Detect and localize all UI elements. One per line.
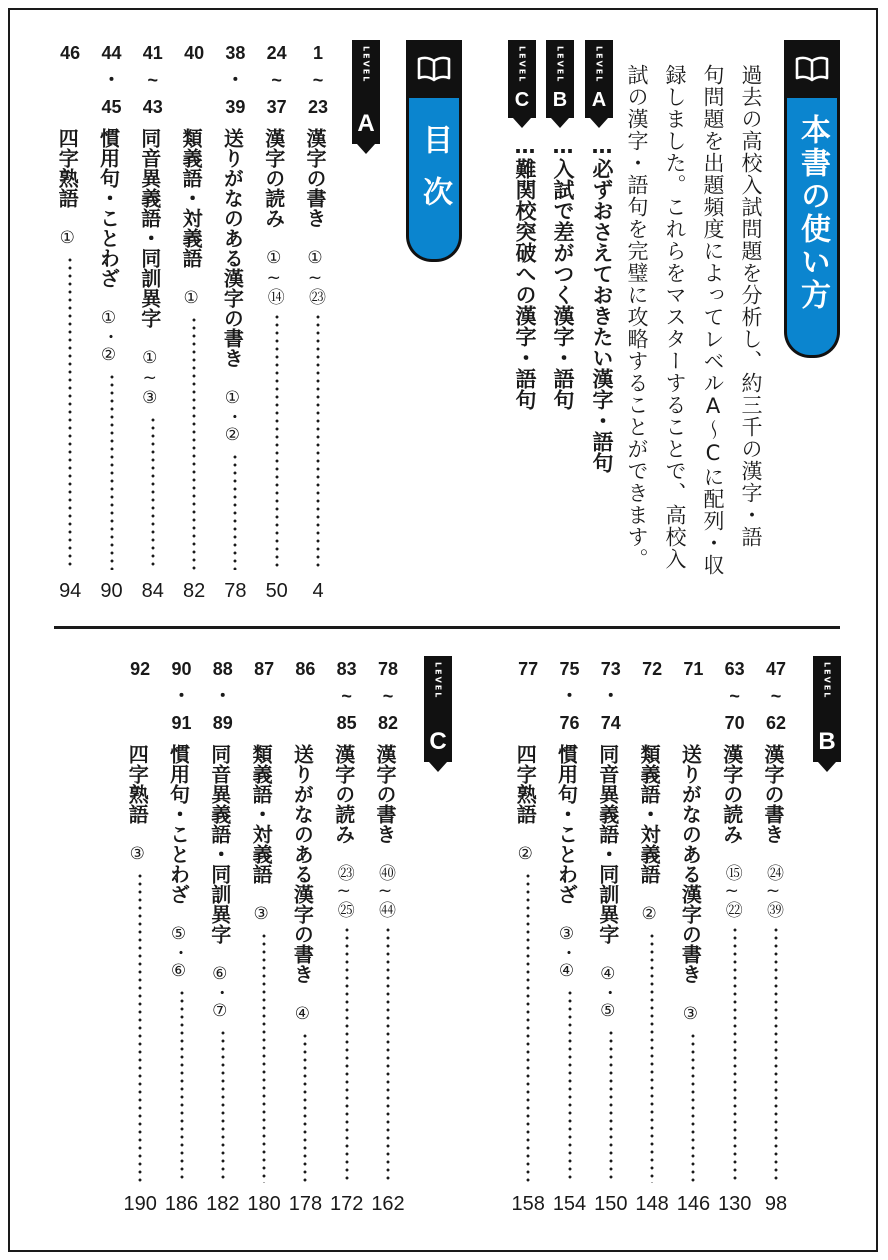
entry-title — [261, 128, 286, 305]
legend-level-c-badge: LEVEL C — [508, 40, 536, 118]
entry-title-text: 類義語・対義語 — [249, 744, 274, 884]
leader-dots — [691, 1032, 695, 1183]
range-end: 45 — [101, 97, 122, 117]
toc-entry[interactable] — [300, 40, 336, 606]
legend-level-a-badge: LEVEL A — [585, 40, 613, 118]
entry-title-text: 慣用句・ことわざ — [166, 744, 191, 904]
range-separator: ~ — [770, 686, 782, 706]
question-range — [122, 656, 158, 683]
question-range — [758, 656, 794, 737]
entry-title-text: 同音異義語・同訓異字 — [595, 744, 620, 944]
range-start: 86 — [295, 659, 316, 679]
page-number: 82 — [182, 580, 206, 602]
page-number: 4 — [312, 580, 324, 602]
entry-title — [125, 744, 150, 864]
entry-title — [678, 744, 703, 1024]
range-separator: ・ — [226, 70, 245, 90]
entry-title — [96, 128, 121, 365]
page-number: 172 — [330, 1193, 364, 1215]
range-start: 88 — [212, 659, 233, 679]
entry-title-text: 類義語・対義語 — [179, 128, 204, 268]
toc-entry[interactable] — [135, 40, 171, 606]
toc-entry[interactable] — [593, 656, 629, 1219]
entry-title — [637, 744, 662, 924]
leader-dots — [233, 453, 237, 570]
entry-title — [179, 128, 204, 308]
leader-dots — [526, 872, 530, 1183]
leader-dots — [345, 926, 349, 1183]
leader-dots — [650, 932, 654, 1183]
entry-title — [166, 744, 191, 981]
range-end: 76 — [559, 713, 580, 733]
open-book-icon — [787, 40, 837, 98]
question-range — [370, 656, 406, 737]
legend-level-b-badge: LEVEL B — [546, 40, 574, 118]
toc-entry[interactable] — [717, 656, 753, 1219]
toc-entry[interactable] — [370, 656, 406, 1219]
entry-title — [220, 128, 245, 445]
leader-dots — [774, 926, 778, 1183]
entry-title-text: 送りがなのある漢字の書き — [290, 744, 315, 984]
entry-number-range: ④・⑤ — [597, 964, 618, 1021]
range-separator: ・ — [172, 686, 191, 706]
entry-title-text: 漢字の読み — [719, 744, 744, 844]
range-start: 38 — [225, 43, 246, 63]
entry-title — [305, 128, 325, 305]
question-range — [176, 40, 212, 67]
range-start: 44 — [101, 43, 122, 63]
leader-dots — [733, 926, 737, 1183]
question-range — [135, 40, 171, 121]
entry-title — [719, 744, 744, 918]
range-end: 43 — [142, 97, 163, 117]
question-range — [246, 656, 282, 683]
entry-title-text: 慣用句・ことわざ — [554, 744, 579, 904]
entry-number-range: ⑤・⑥ — [168, 924, 189, 981]
page-number: 186 — [164, 1193, 199, 1215]
entry-number-range: ㉔~㊴ — [763, 864, 783, 918]
usage-paragraph-line-3: 録しました。これらをマスターすることで、高校入 — [663, 64, 687, 570]
toc-level-c-badge: LEVEL C — [424, 656, 452, 762]
range-separator: ~ — [729, 686, 740, 706]
question-range — [217, 40, 253, 121]
entry-title — [554, 744, 579, 981]
leader-dots — [568, 989, 572, 1183]
usage-paragraph-line-4: 試の漢字・語句を完璧に攻略することができます。 — [625, 64, 649, 570]
leader-dots — [110, 373, 114, 570]
range-start: 78 — [377, 659, 399, 679]
entry-title — [55, 128, 80, 248]
toc-entry[interactable] — [122, 656, 158, 1219]
entry-number-range: ④ — [292, 1004, 313, 1024]
range-start: 90 — [171, 659, 192, 679]
leader-dots — [151, 416, 155, 570]
toc-heading: 目次 — [417, 124, 452, 228]
page-number: 162 — [371, 1193, 405, 1215]
question-range — [552, 656, 588, 737]
entry-title — [513, 744, 538, 864]
entry-title-text: 四字熟語 — [55, 128, 80, 208]
page-number: 84 — [141, 580, 164, 602]
toc-entry[interactable] — [634, 656, 670, 1219]
entry-number-range: ①~③ — [139, 348, 160, 408]
question-range — [300, 40, 336, 121]
usage-paragraph-line-1: 過去の高校入試問題を分析し、約三千の漢字・語 — [739, 64, 763, 548]
range-end: 74 — [600, 713, 621, 733]
entry-title — [763, 744, 783, 918]
range-start: 63 — [724, 659, 745, 679]
question-range — [329, 656, 365, 737]
entry-title-text: 四字熟語 — [125, 744, 150, 824]
page-number: 190 — [123, 1193, 157, 1215]
leader-dots — [68, 256, 72, 570]
range-separator: ・ — [560, 686, 579, 706]
range-end: 23 — [307, 97, 329, 117]
range-start: 40 — [184, 43, 205, 63]
toc-entry[interactable] — [217, 40, 253, 606]
entry-title-text: 同音異義語・同訓異字 — [207, 744, 232, 944]
question-range — [510, 656, 546, 683]
section-divider — [54, 626, 840, 629]
question-range — [675, 656, 711, 683]
page-number: 150 — [594, 1193, 628, 1215]
page-number: 98 — [764, 1193, 788, 1215]
range-end: 37 — [266, 97, 287, 117]
range-separator: ~ — [147, 70, 159, 90]
range-end: 82 — [377, 713, 399, 733]
leader-dots — [609, 1029, 613, 1183]
range-separator: ~ — [312, 70, 324, 90]
entry-number-range: ⑮~㉒ — [721, 864, 742, 918]
question-range — [164, 656, 200, 737]
entry-title-text: 類義語・対義語 — [637, 744, 662, 884]
entry-title-text: 漢字の書き — [761, 744, 785, 844]
range-separator: ・ — [601, 686, 620, 706]
page-number: 146 — [676, 1193, 711, 1215]
toc-entry[interactable] — [176, 40, 212, 606]
range-separator: ・ — [102, 70, 121, 90]
range-end: 62 — [765, 713, 787, 733]
entry-title — [595, 744, 620, 1021]
range-start: 83 — [336, 659, 357, 679]
entry-number-range: ①・② — [98, 308, 119, 365]
leader-dots — [316, 313, 320, 570]
usage-paragraph-line-2: 句問題を出題頻度によってレベルA〜Cに配列・収 — [701, 64, 725, 576]
usage-heading: 本書の使い方 — [795, 114, 830, 312]
range-start: 87 — [254, 659, 275, 679]
question-range — [634, 656, 670, 683]
entry-title-text: 漢字の書き — [373, 744, 397, 844]
usage-heading-banner — [784, 40, 840, 358]
entry-number-range: ③ — [680, 1004, 701, 1024]
entry-title-text: 慣用句・ことわざ — [96, 128, 121, 288]
range-end: 85 — [336, 713, 357, 733]
entry-number-range: ①~㉓ — [305, 248, 325, 305]
page-number: 180 — [247, 1193, 281, 1215]
open-book-icon — [409, 40, 459, 98]
range-end: 91 — [171, 713, 192, 733]
entry-title — [249, 744, 274, 924]
range-start: 1 — [312, 43, 323, 63]
toc-entry[interactable] — [52, 40, 88, 606]
range-separator: ~ — [382, 686, 394, 706]
toc-level-a-badge: LEVEL A — [352, 40, 380, 144]
entry-title — [375, 744, 395, 918]
range-start: 73 — [600, 659, 621, 679]
entry-number-range: ③・④ — [556, 924, 577, 981]
question-range — [593, 656, 629, 737]
question-range — [259, 40, 295, 121]
entry-title-text: 同音異義語・同訓異字 — [137, 128, 162, 328]
leader-dots — [262, 932, 266, 1183]
leader-dots — [221, 1029, 225, 1183]
entry-title-text: 漢字の読み — [261, 128, 286, 228]
page-number: 148 — [635, 1193, 669, 1215]
toc-entry[interactable] — [758, 656, 794, 1219]
page-number: 94 — [59, 580, 82, 602]
toc-entry[interactable] — [675, 656, 711, 1219]
legend-level-b-text: …入試で差がつく漢字・語句 — [551, 134, 575, 410]
entry-number-range: ① — [181, 288, 202, 308]
toc-entry[interactable] — [329, 656, 365, 1219]
toc-entry[interactable] — [246, 656, 282, 1219]
range-separator: ・ — [213, 686, 232, 706]
entry-title-text: 漢字の読み — [331, 744, 356, 844]
page-number: 130 — [718, 1193, 752, 1215]
entry-number-range: ⑥・⑦ — [209, 964, 230, 1021]
leader-dots — [386, 926, 390, 1183]
leader-dots — [275, 313, 279, 570]
question-range — [717, 656, 753, 737]
range-separator: ~ — [341, 686, 352, 706]
toc-entry[interactable] — [259, 40, 295, 606]
entry-title — [207, 744, 232, 1021]
toc-entry[interactable] — [164, 656, 200, 1219]
toc-entry[interactable] — [287, 656, 323, 1219]
question-range — [205, 656, 241, 737]
page-number: 50 — [265, 580, 288, 602]
toc-heading-banner — [406, 40, 462, 262]
range-end: 70 — [724, 713, 745, 733]
entry-title-text: 漢字の書き — [303, 128, 327, 228]
range-end: 39 — [225, 97, 246, 117]
question-range — [52, 40, 88, 67]
page-number: 158 — [511, 1193, 545, 1215]
page-number: 182 — [206, 1193, 240, 1215]
leader-dots — [192, 316, 196, 570]
entry-title — [137, 128, 162, 408]
entry-number-range: ①・② — [222, 388, 243, 445]
toc-entry[interactable] — [205, 656, 241, 1219]
range-separator: ~ — [271, 70, 282, 90]
page-number: 178 — [288, 1193, 323, 1215]
legend-level-c-text: …難関校突破への漢字・語句 — [513, 134, 537, 410]
range-start: 72 — [642, 659, 663, 679]
question-range — [94, 40, 130, 121]
toc-entry[interactable] — [510, 656, 546, 1219]
entry-title — [331, 744, 356, 918]
entry-title-text: 四字熟語 — [513, 744, 538, 824]
page-number: 90 — [100, 580, 123, 602]
entry-number-range: ② — [515, 844, 536, 864]
question-range — [287, 656, 323, 683]
range-start: 92 — [130, 659, 151, 679]
page-number: 154 — [552, 1193, 587, 1215]
entry-number-range: ㉓~㉕ — [333, 864, 354, 918]
range-start: 75 — [559, 659, 580, 679]
toc-entry[interactable] — [552, 656, 588, 1219]
range-start: 24 — [266, 43, 287, 63]
range-start: 77 — [518, 659, 539, 679]
toc-level-b-badge: LEVEL B — [813, 656, 841, 762]
entry-number-range: ③ — [251, 904, 272, 924]
range-start: 71 — [683, 659, 704, 679]
entry-number-range: ③ — [127, 844, 148, 864]
entry-title — [290, 744, 315, 1024]
entry-title-text: 送りがなのある漢字の書き — [678, 744, 703, 984]
leader-dots — [138, 872, 142, 1183]
legend-level-a-text: …必ずおさえておきたい漢字・語句 — [590, 134, 614, 473]
entry-number-range: ① — [57, 228, 78, 248]
entry-number-range: ② — [639, 904, 660, 924]
range-start: 47 — [765, 659, 787, 679]
toc-entry[interactable] — [94, 40, 130, 606]
entry-title-text: 送りがなのある漢字の書き — [220, 128, 245, 368]
entry-number-range: ①~⑭ — [263, 248, 284, 305]
entry-number-range: ㊵~㊹ — [375, 864, 395, 918]
range-end: 89 — [212, 713, 233, 733]
page-number: 78 — [224, 580, 247, 602]
leader-dots — [303, 1032, 307, 1183]
range-start: 41 — [142, 43, 163, 63]
leader-dots — [180, 989, 184, 1183]
range-start: 46 — [60, 43, 81, 63]
